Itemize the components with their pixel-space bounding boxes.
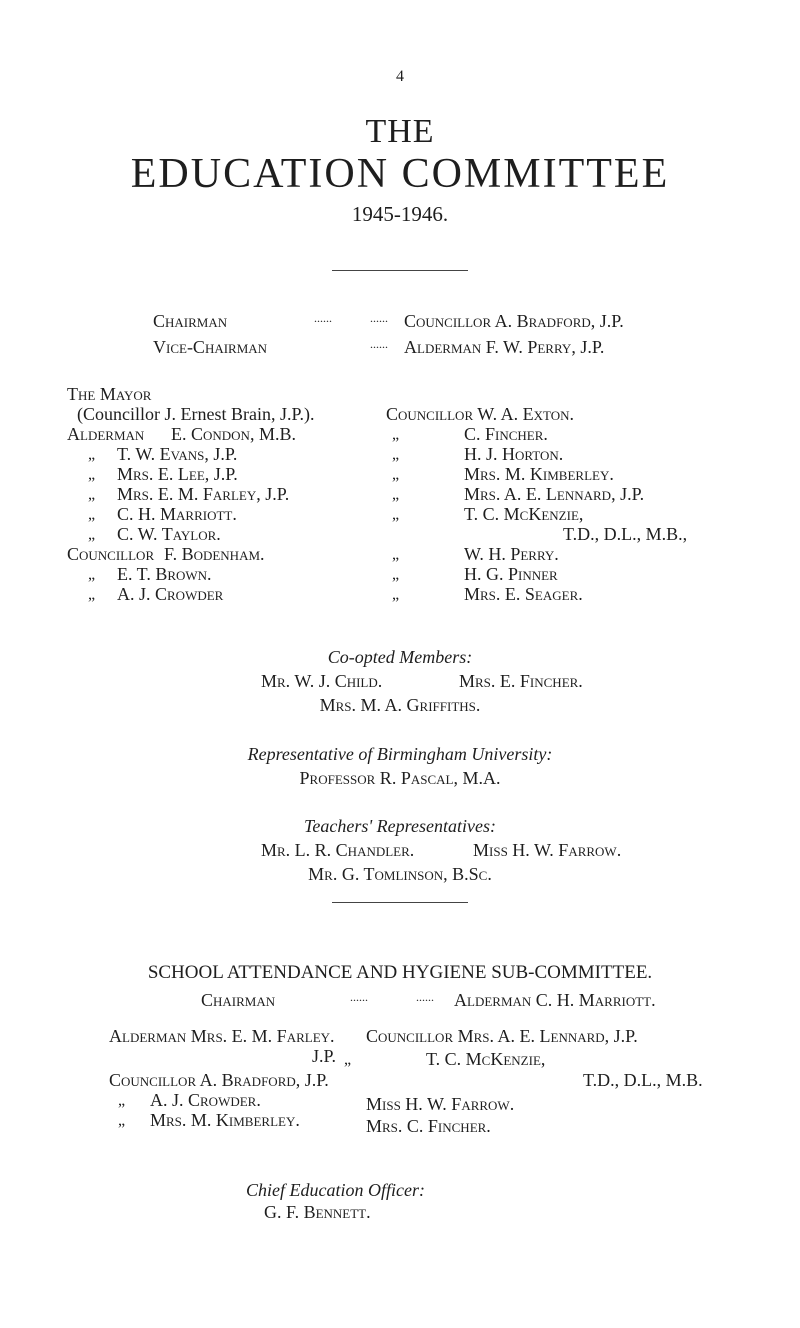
- member-left-ditto: „: [88, 466, 96, 483]
- member-right-qualifications: T.D., D.L., M.B.,: [563, 524, 688, 544]
- subcommittee-member-suffix: J.P.: [312, 1046, 337, 1066]
- subcommittee-chairman-value: Alderman C. H. Marriott.: [454, 990, 656, 1010]
- mayor-heading: The Mayor: [67, 384, 152, 404]
- subcommittee-ditto: „: [344, 1051, 352, 1068]
- subcommittee-title: SCHOOL ATTENDANCE AND HYGIENE SUB-COMMITTEE.: [147, 962, 653, 983]
- member-left-name: E. T. Brown.: [117, 564, 212, 584]
- member-left-name: Mrs. E. M. Farley, J.P.: [117, 484, 290, 504]
- chairman-value: Councillor A. Bradford, J.P.: [404, 311, 624, 331]
- mayor-detail: (Councillor J. Ernest Brain, J.P.).: [77, 404, 315, 424]
- member-left-ditto: „: [88, 566, 96, 583]
- page-number: 4: [396, 68, 404, 85]
- member-right-ditto: „: [392, 486, 400, 503]
- teacher-representative: Miss H. W. Farrow.: [473, 840, 622, 860]
- vice-chairman-value: Alderman F. W. Perry, J.P.: [404, 337, 605, 357]
- coopted-member: Mrs. M. A. Griffiths.: [319, 695, 481, 715]
- subcommittee-ditto: „: [118, 1092, 126, 1109]
- member-left-ditto: „: [88, 446, 96, 463]
- page-title: EDUCATION COMMITTEE: [130, 151, 670, 197]
- divider-middle: [332, 902, 468, 903]
- member-left-name: Mrs. E. Lee, J.P.: [117, 464, 238, 484]
- member-right-ditto: „: [392, 446, 400, 463]
- member-left-name: C. H. Marriott.: [117, 504, 237, 524]
- subcommittee-dots-2: ......: [416, 990, 434, 1004]
- coopted-member: Mr. W. J. Child.: [261, 671, 383, 691]
- member-right-ditto: „: [392, 586, 400, 603]
- vice-chairman-dots: ......: [370, 337, 388, 351]
- member-left-ditto: „: [88, 486, 96, 503]
- teacher-representative: Mr. L. R. Chandler.: [261, 840, 415, 860]
- member-right-ditto: „: [392, 566, 400, 583]
- member-right-ditto: „: [392, 506, 400, 523]
- member-right-ditto: „: [392, 426, 400, 443]
- vice-chairman-label: Vice-Chairman: [153, 337, 268, 357]
- subcommittee-member-qualifications: T.D., D.L., M.B.: [583, 1070, 703, 1090]
- member-right-name: C. Fincher.: [464, 424, 548, 444]
- member-right-name: Mrs. M. Kimberley.: [464, 464, 614, 484]
- member-right-name: T. C. McKenzie,: [464, 504, 584, 524]
- member-right-name: H. J. Horton.: [464, 444, 564, 464]
- title-line-1: THE: [365, 113, 435, 150]
- subcommittee-member: Councillor Mrs. A. E. Lennard, J.P.: [366, 1026, 638, 1046]
- university-heading: Representative of Birmingham University:: [247, 744, 553, 764]
- subcommittee-dots: ......: [350, 990, 368, 1004]
- member-right-name: W. H. Perry.: [464, 544, 559, 564]
- coopted-member: Mrs. E. Fincher.: [459, 671, 583, 691]
- member-left-name: F. Bodenham.: [164, 544, 265, 564]
- divider-top: [332, 270, 468, 271]
- member-right-ditto: „: [392, 546, 400, 563]
- coopted-heading: Co-opted Members:: [327, 647, 473, 667]
- chairman-label: Chairman: [153, 311, 228, 331]
- university-representative: Professor R. Pascal, M.A.: [299, 768, 501, 788]
- teacher-representative: Mr. G. Tomlinson, B.Sc.: [308, 864, 492, 884]
- ceo-name: G. F. Bennett.: [264, 1202, 371, 1222]
- member-left-name: E. Condon, M.B.: [171, 424, 296, 444]
- member-right-name: Mrs. E. Seager.: [464, 584, 583, 604]
- member-right-name: Mrs. A. E. Lennard, J.P.: [464, 484, 645, 504]
- teachers-heading: Teachers' Representatives:: [304, 816, 496, 836]
- subcommittee-ditto: „: [118, 1112, 126, 1129]
- member-left-ditto: „: [88, 506, 96, 523]
- member-left-name: T. W. Evans, J.P.: [117, 444, 238, 464]
- subcommittee-member: Alderman Mrs. E. M. Farley.: [109, 1026, 335, 1046]
- member-left-ditto: „: [88, 586, 96, 603]
- subcommittee-member: Councillor A. Bradford, J.P.: [109, 1070, 329, 1090]
- member-left-prefix: Alderman: [67, 424, 145, 444]
- member-left-name: A. J. Crowder: [117, 584, 224, 604]
- member-right-name: H. G. Pinner: [464, 564, 558, 584]
- chairman-dots-2: ......: [370, 311, 388, 325]
- member-left-ditto: „: [88, 526, 96, 543]
- subcommittee-member: Mrs. C. Fincher.: [366, 1116, 491, 1136]
- member-left-prefix: Councillor: [67, 544, 155, 564]
- ceo-heading: Chief Education Officer:: [246, 1180, 425, 1200]
- member-left-name: C. W. Taylor.: [117, 524, 221, 544]
- title-years: 1945-1946.: [351, 202, 449, 226]
- subcommittee-member: T. C. McKenzie,: [426, 1049, 546, 1069]
- subcommittee-member: A. J. Crowder.: [150, 1090, 261, 1110]
- chairman-dots: ......: [314, 311, 332, 325]
- subcommittee-member: Miss H. W. Farrow.: [366, 1094, 515, 1114]
- member-right-ditto: „: [392, 466, 400, 483]
- subcommittee-chairman-label: Chairman: [201, 990, 276, 1010]
- subcommittee-member: Mrs. M. Kimberley.: [150, 1110, 300, 1130]
- member-right-first: Councillor W. A. Exton.: [386, 404, 574, 424]
